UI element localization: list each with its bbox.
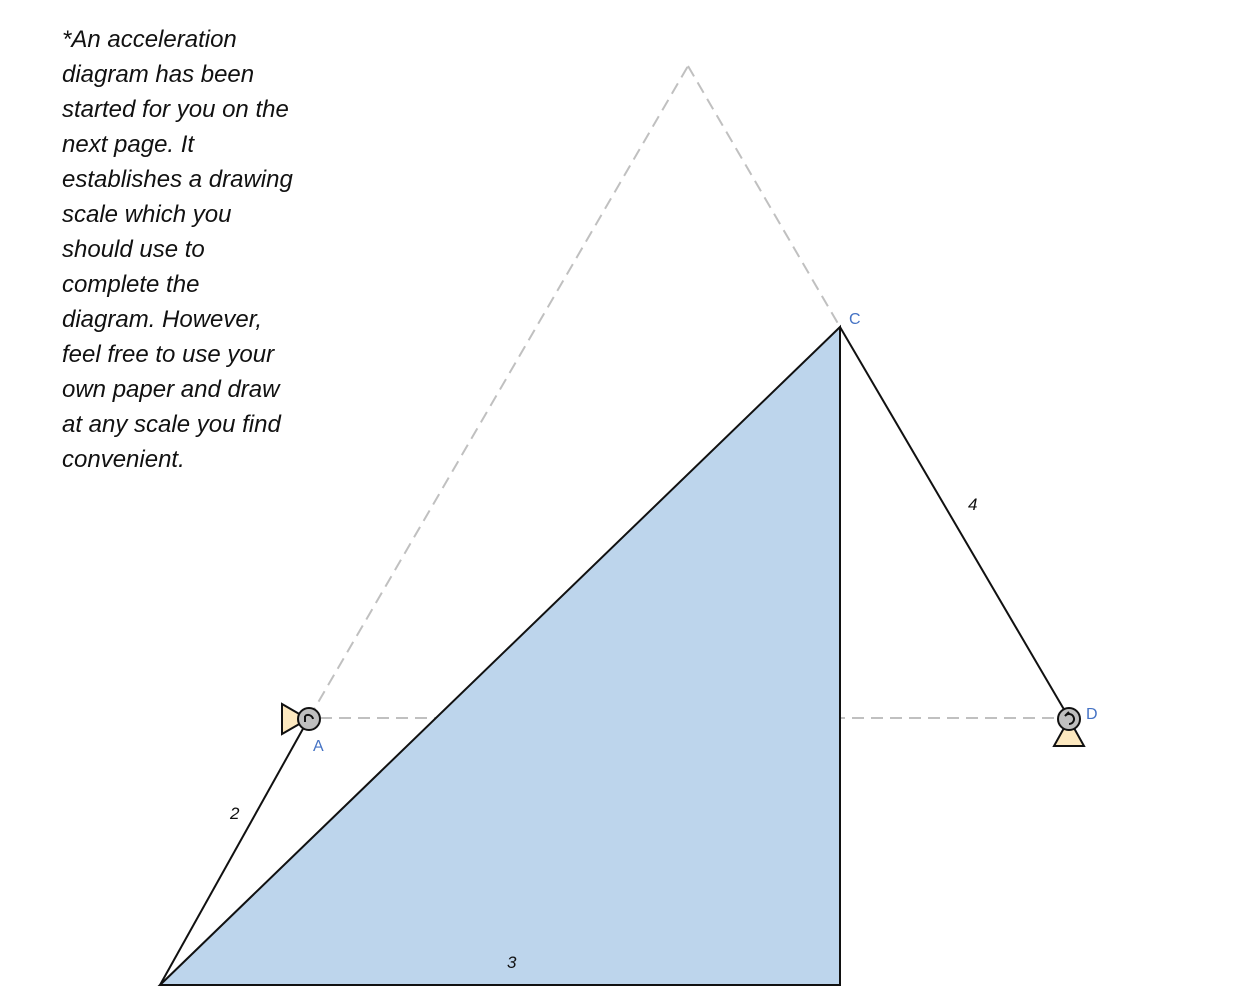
link-label-3: 3 (507, 953, 517, 972)
point-label-c: C (849, 311, 861, 328)
link-4 (840, 327, 1069, 718)
link-3-triangle (160, 327, 840, 985)
pin-joint-d (1058, 708, 1080, 730)
point-label-a: A (313, 738, 324, 755)
instruction-note: *An acceleration diagram has been started for you on the next page. It establishes a drawing scale which you should use to complete the diagram. However, feel free to use your own paper and draw at any scale you find convenient. (62, 26, 293, 473)
construction-line-apex-c (688, 66, 840, 327)
pin-a-outer (298, 708, 320, 730)
link-label-4: 4 (968, 495, 978, 514)
point-label-d: D (1086, 706, 1098, 723)
link-label-2: 2 (230, 804, 240, 823)
pin-d-outer (1058, 708, 1080, 730)
pin-joint-a (298, 708, 320, 730)
